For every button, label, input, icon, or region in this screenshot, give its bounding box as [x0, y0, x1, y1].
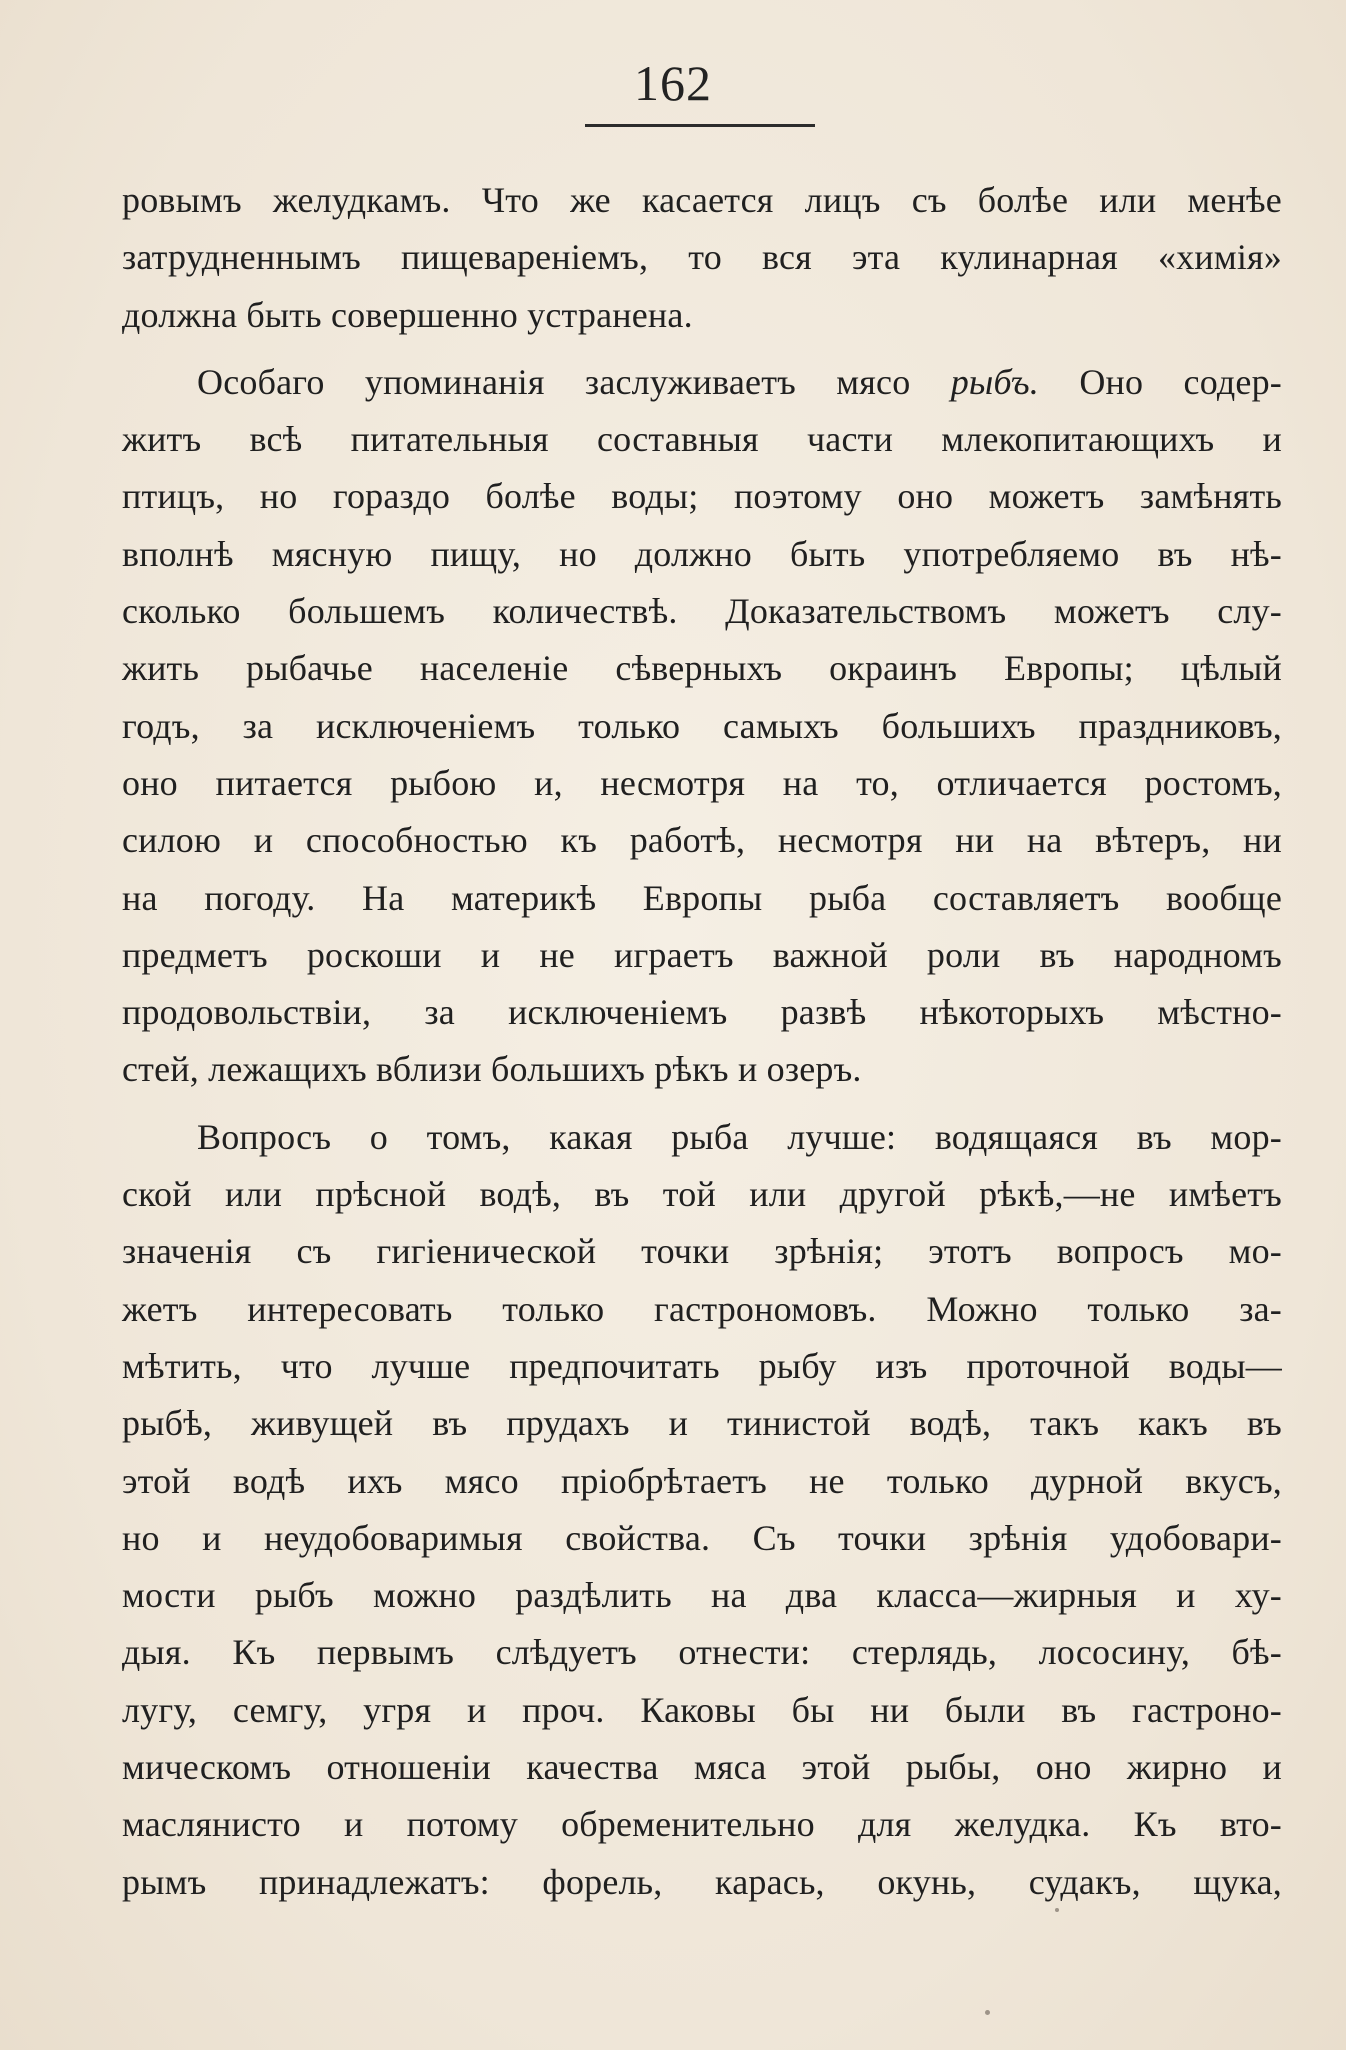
paragraph-1: [122, 172, 1282, 344]
text-line-first: Вопросъ о томъ, какая рыба лучше: водящаяся въ мор-: [197, 1116, 1282, 1157]
text-line: должна быть совершенно устранена.: [122, 294, 693, 335]
body-text: [122, 172, 1282, 1911]
text-line: стей, лежащихъ вблизи большихъ рѣкъ и озеръ.: [122, 1049, 862, 1090]
text-line: рыбѣ, живущей въ прудахъ и тинистой водѣ, такъ какъ въ: [122, 1403, 1282, 1444]
text-line: мическомъ отношеніи качества мяса этой рыбы, оно жирно и: [122, 1747, 1282, 1788]
text-line: но и неудобоваримыя свойства. Съ точки зрѣнія удобовари-: [122, 1517, 1282, 1558]
page-number: 162: [634, 55, 712, 111]
text-line: птицъ, но гораздо болѣе воды; поэтому оно можетъ замѣнять: [122, 476, 1282, 517]
paper-speck: [985, 2010, 990, 2015]
text-line: этой водѣ ихъ мясо пріобрѣтаетъ не только дурной вкусъ,: [122, 1460, 1282, 1501]
text-line: предметъ роскоши и не играетъ важной роли въ народномъ: [122, 934, 1282, 975]
paragraph-3: [122, 1109, 1282, 1911]
text-segment: Оно содер-: [1039, 361, 1282, 402]
text-line: силою и способностью къ работѣ, несмотря ни на вѣтеръ, ни: [122, 820, 1282, 861]
paragraph-2: [122, 354, 1282, 1099]
text-line: мѣтить, что лучше предпочитать рыбу изъ проточной воды—: [122, 1345, 1282, 1386]
text-line-first: [122, 354, 1282, 411]
paper-speck: [1055, 1908, 1059, 1912]
text-line: затрудненнымъ пищевареніемъ, то вся эта кулинарная «химія»: [122, 237, 1282, 278]
text-line: маслянисто и потому обременительно для желудка. Къ вто-: [122, 1804, 1282, 1845]
text-line: на погоду. На материкѣ Европы рыба составляетъ вообще: [122, 877, 1282, 918]
text-line: ровымъ желудкамъ. Что же касается лицъ съ болѣе или менѣе: [122, 180, 1282, 220]
text-line: мости рыбъ можно раздѣлить на два класса—жирныя и ху-: [122, 1575, 1282, 1616]
text-line: лугу, семгу, угря и проч. Каковы бы ни были въ гастроно-: [122, 1689, 1282, 1730]
text-line: жетъ интересовать только гастрономовъ. Можно только за-: [122, 1288, 1282, 1329]
text-line: вполнѣ мясную пищу, но должно быть употребляемо въ нѣ-: [122, 533, 1282, 574]
text-line: житъ всѣ питательныя составныя части млекопитающихъ и: [122, 419, 1282, 460]
text-line: дыя. Къ первымъ слѣдуетъ отнести: стерлядь, лососину, бѣ-: [122, 1632, 1282, 1673]
text-line: значенія съ гигіенической точки зрѣнія; этотъ вопросъ мо-: [122, 1231, 1282, 1272]
italic-word: рыбъ.: [950, 361, 1040, 402]
text-line: годъ, за исключеніемъ только самыхъ большихъ праздниковъ,: [122, 705, 1282, 746]
header-rule: [585, 124, 815, 127]
text-line: оно питается рыбою и, несмотря на то, отличается ростомъ,: [122, 762, 1282, 803]
text-line: жить рыбачье населеніе сѣверныхъ окраинъ Европы; цѣлый: [122, 648, 1282, 689]
text-line: ской или прѣсной водѣ, въ той или другой рѣкѣ,—не имѣетъ: [122, 1174, 1282, 1215]
text-line: продовольствіи, за исключеніемъ развѣ нѣкоторыхъ мѣстно-: [122, 992, 1282, 1033]
text-segment: Особаго упоминанія заслуживаетъ мясо: [197, 361, 951, 402]
text-line: рымъ принадлежатъ: форель, карась, окунь, судакъ, щука,: [122, 1861, 1282, 1902]
text-line: сколько большемъ количествѣ. Доказательствомъ можетъ слу-: [122, 591, 1282, 632]
